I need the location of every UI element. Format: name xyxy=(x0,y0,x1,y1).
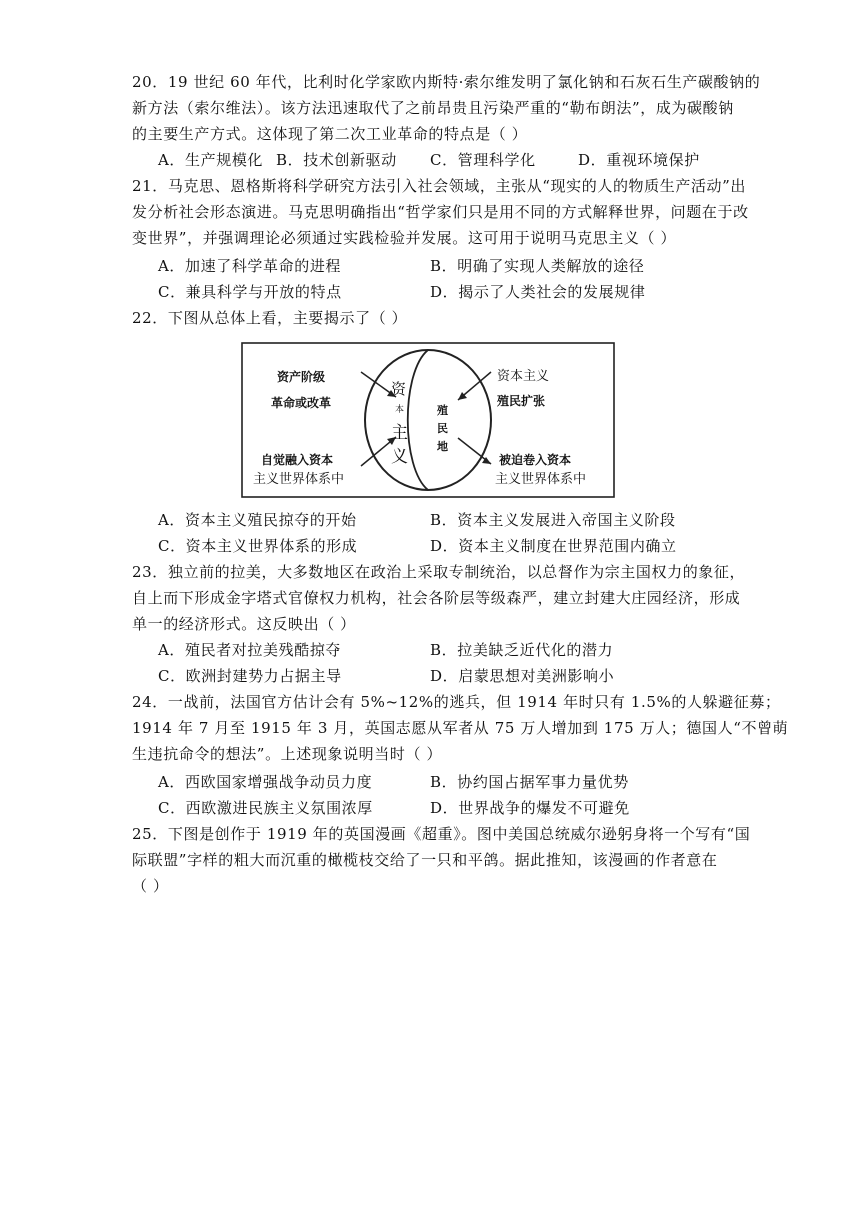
globe-left-char-1: 资 xyxy=(391,380,407,398)
capitalism-world-system-diagram xyxy=(241,342,615,498)
q24-stem-line-3: 生违抗命令的想法”。上述现象说明当时（ ） xyxy=(132,745,443,763)
q20-stem-line-3: 的主要生产方式。这体现了第二次工业革命的特点是（ ） xyxy=(132,125,528,143)
globe-left-char-2: 本 xyxy=(395,405,405,415)
q23-option-b[interactable]: B．拉美缺乏近代化的潜力 xyxy=(430,641,614,659)
q24-stem-line-2: 1914 年 7 月至 1915 年 3 月，英国志愿从军者从 75 万人增加到 175 万人；德国人“不曾萌 xyxy=(132,719,789,737)
q21-option-d[interactable]: D．揭示了人类社会的发展规律 xyxy=(430,283,646,301)
q22-option-d[interactable]: D．资本主义制度在世界范围内确立 xyxy=(430,537,677,555)
q21-option-a[interactable]: A．加速了科学革命的进程 xyxy=(158,257,342,275)
label-capitalism: 资本主义 xyxy=(497,369,550,384)
label-world-system-left: 主义世界体系中 xyxy=(253,472,345,487)
globe-left-char-4: 义 xyxy=(391,447,408,467)
q21-option-b[interactable]: B．明确了实现人类解放的途径 xyxy=(430,257,645,275)
q23-option-a[interactable]: A．殖民者对拉美残酷掠夺 xyxy=(158,641,342,659)
label-colonial-expansion: 殖民扩张 xyxy=(497,394,546,408)
globe-right-char-1: 殖 xyxy=(437,404,448,417)
q25-stem-line-3: （ ） xyxy=(132,877,169,895)
q22-stem-line-1: 22．下图从总体上看，主要揭示了（ ） xyxy=(132,309,408,327)
q21-option-c[interactable]: C．兼具科学与开放的特点 xyxy=(158,283,342,301)
q24-option-a[interactable]: A．西欧国家增强战争动员力度 xyxy=(158,773,373,791)
q25-stem-line-1: 25．下图是创作于 1919 年的英国漫画《超重》。图中美国总统威尔逊躬身将一个写有“国 xyxy=(132,825,751,843)
label-voluntary-join: 自觉融入资本 xyxy=(261,453,334,467)
q21-stem-line-1: 21．马克思、恩格斯将科学研究方法引入社会领域，主张从“现实的人的物质生产活动”出 xyxy=(132,177,747,195)
q24-stem-line-1: 24．一战前，法国官方估计会有 5%~12%的逃兵，但 1914 年时只有 1.5%的人躲避征募； xyxy=(132,693,781,711)
label-bourgeois: 资产阶级 xyxy=(277,370,326,384)
q24-option-c[interactable]: C．西欧激进民族主义氛围浓厚 xyxy=(158,799,373,817)
label-world-system-right: 主义世界体系中 xyxy=(495,472,587,487)
q24-option-b[interactable]: B．协约国占据军事力量优势 xyxy=(430,773,629,791)
label-forced-join: 被迫卷入资本 xyxy=(499,453,572,467)
globe-right-char-3: 地 xyxy=(437,440,448,453)
globe-left-char-3: 主 xyxy=(391,423,408,443)
q20-option-d[interactable]: D．重视环境保护 xyxy=(578,151,700,169)
label-revolution-reform: 革命或改革 xyxy=(271,396,332,410)
q23-stem-line-1: 23．独立前的拉美，大多数地区在政治上采取专制统治，以总督作为宗主国权力的象征， xyxy=(132,563,746,581)
q23-stem-line-2: 自上而下形成金字塔式官僚权力机构，社会各阶层等级森严，建立封建大庄园经济，形成 xyxy=(132,589,741,607)
q23-option-d[interactable]: D．启蒙思想对美洲影响小 xyxy=(430,667,615,685)
q22-option-c[interactable]: C．资本主义世界体系的形成 xyxy=(158,537,358,555)
q20-stem-line-1: 20．19 世纪 60 年代，比利时化学家欧内斯特·索尔维发明了氯化钠和石灰石生产碳酸钠的 xyxy=(132,73,761,91)
q22-option-a[interactable]: A．资本主义殖民掠夺的开始 xyxy=(158,511,357,529)
q20-option-b[interactable]: B．技术创新驱动 xyxy=(276,151,397,169)
q23-stem-line-3: 单一的经济形式。这反映出（ ） xyxy=(132,615,356,633)
q24-option-d[interactable]: D．世界战争的爆发不可避免 xyxy=(430,799,630,817)
q21-stem-line-3: 变世界”，并强调理论必须通过实践检验并发展。这可用于说明马克思主义（ ） xyxy=(132,229,677,247)
q20-option-a[interactable]: A．生产规模化 xyxy=(158,151,264,169)
q20-stem-line-2: 新方法（索尔维法）。该方法迅速取代了之前昂贵且污染严重的“勒布朗法”，成为碳酸钠 xyxy=(132,99,734,117)
q23-option-c[interactable]: C．欧洲封建势力占据主导 xyxy=(158,667,342,685)
globe-right-char-2: 民 xyxy=(437,422,448,435)
q22-option-b[interactable]: B．资本主义发展进入帝国主义阶段 xyxy=(430,511,676,529)
q20-option-c[interactable]: C．管理科学化 xyxy=(430,151,536,169)
q25-stem-line-2: 际联盟”字样的粗大而沉重的橄榄枝交给了一只和平鸽。据此推知，该漫画的作者意在 xyxy=(132,851,718,869)
q21-stem-line-2: 发分析社会形态演进。马克思明确指出“哲学家们只是用不同的方式解释世界，问题在于改 xyxy=(132,203,749,221)
